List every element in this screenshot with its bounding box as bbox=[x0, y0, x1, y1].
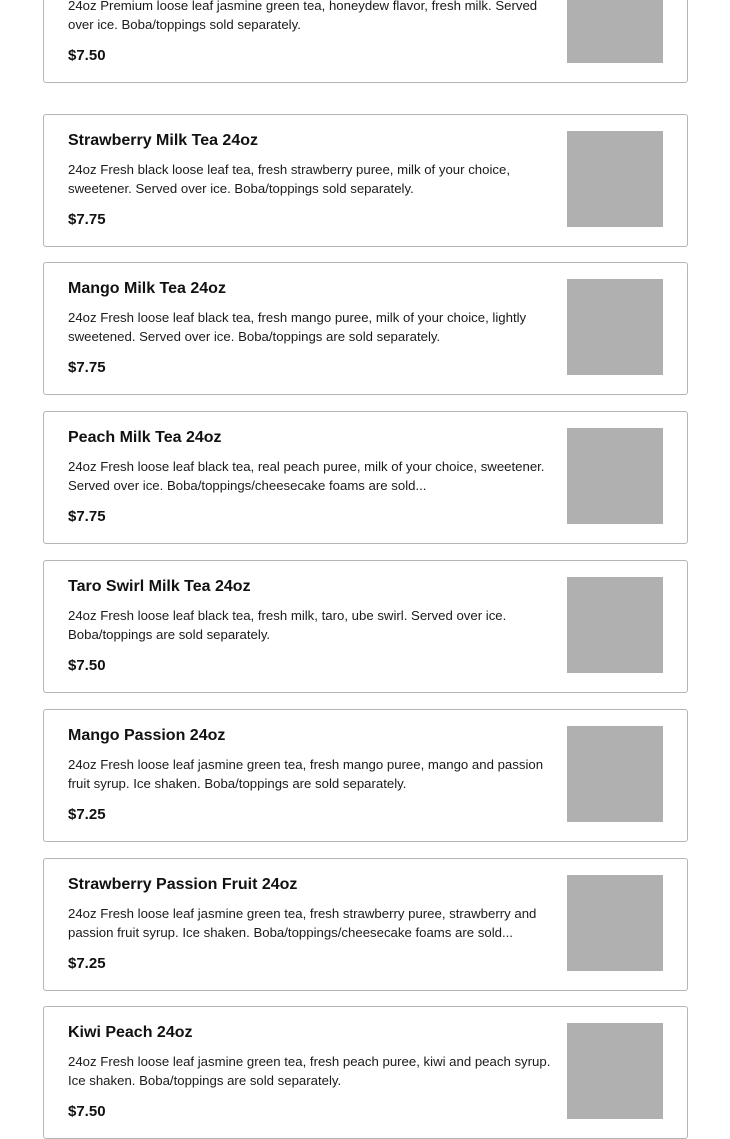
menu-item-description: 24oz Fresh loose leaf jasmine green tea, fresh mango puree, mango and passion fruit syrup. Ice shaken. Boba/toppings are sold separately. bbox=[68, 757, 544, 791]
menu-item-name: Strawberry Passion Fruit 24oz bbox=[68, 876, 298, 893]
menu-item-image-placeholder bbox=[567, 1023, 663, 1119]
menu-item-image-placeholder bbox=[567, 875, 663, 971]
menu-item-text bbox=[68, 726, 554, 825]
menu-item-text bbox=[68, 428, 554, 527]
menu-item-price: $7.75 bbox=[68, 508, 106, 525]
menu-item-name: Taro Swirl Milk Tea 24oz bbox=[68, 578, 251, 595]
menu-item-card[interactable] bbox=[43, 1006, 688, 1139]
menu-item-price: $7.50 bbox=[68, 47, 106, 64]
menu-item-card[interactable] bbox=[43, 0, 688, 83]
menu-item-price: $7.25 bbox=[68, 806, 106, 823]
menu-item-card[interactable] bbox=[43, 560, 688, 693]
menu-item-description: 24oz Fresh black loose leaf tea, fresh strawberry puree, milk of your choice, sweetener. Served over ice. Boba/toppings sold separately. bbox=[68, 162, 510, 196]
menu-item-card[interactable] bbox=[43, 709, 688, 842]
menu-item-text bbox=[68, 131, 554, 230]
menu-item-description: 24oz Fresh loose leaf jasmine green tea, fresh peach puree, kiwi and peach syrup. Ice shaken. Boba/toppings are sold separately. bbox=[68, 1054, 551, 1088]
menu-item-price: $7.75 bbox=[68, 211, 106, 228]
menu-item-text bbox=[68, 0, 554, 66]
menu-item-text bbox=[68, 875, 554, 974]
menu-item-name: Strawberry Milk Tea 24oz bbox=[68, 132, 258, 149]
menu-item-name: Peach Milk Tea 24oz bbox=[68, 429, 222, 446]
menu-item-description: 24oz Fresh loose leaf black tea, fresh mango puree, milk of your choice, lightly sweetened. Served over ice. Boba/toppings are sold separately. bbox=[68, 310, 527, 344]
menu-item-price: $7.50 bbox=[68, 1103, 106, 1120]
menu-item-card[interactable] bbox=[43, 411, 688, 544]
menu-item-price: $7.25 bbox=[68, 955, 106, 972]
menu-item-name: Mango Passion 24oz bbox=[68, 727, 226, 744]
menu-item-name: Kiwi Peach 24oz bbox=[68, 1024, 193, 1041]
menu-item-price: $7.75 bbox=[68, 359, 106, 376]
menu-item-card[interactable] bbox=[43, 262, 688, 395]
menu-item-image-placeholder bbox=[567, 428, 663, 524]
menu-item-card[interactable] bbox=[43, 858, 688, 991]
menu-item-description: 24oz Fresh loose leaf black tea, real peach puree, milk of your choice, sweetener. Served over ice. Boba/toppings/cheesecake foams are sold... bbox=[68, 459, 545, 493]
menu-item-image-placeholder bbox=[567, 577, 663, 673]
menu-item-image-placeholder bbox=[567, 131, 663, 227]
menu-item-text bbox=[68, 577, 554, 676]
menu-item-name: Mango Milk Tea 24oz bbox=[68, 280, 226, 297]
menu-item-image-placeholder bbox=[567, 0, 663, 63]
menu-item-image-placeholder bbox=[567, 279, 663, 375]
menu-item-text bbox=[68, 1023, 554, 1122]
menu-item-card[interactable] bbox=[43, 114, 688, 247]
menu-item-text bbox=[68, 279, 554, 378]
menu-item-description: 24oz Fresh loose leaf jasmine green tea, fresh strawberry puree, strawberry and passion fruit syrup. Ice shaken. Boba/toppings/cheesecake foams are sold... bbox=[68, 906, 537, 940]
menu-item-description: 24oz Fresh loose leaf black tea, fresh milk, taro, ube swirl. Served over ice. Boba/toppings are sold separately. bbox=[68, 608, 507, 642]
menu-item-price: $7.50 bbox=[68, 657, 106, 674]
menu-item-image-placeholder bbox=[567, 726, 663, 822]
menu-item-description: 24oz Premium loose leaf jasmine green tea, honeydew flavor, fresh milk. Served over ice. Boba/toppings sold separately. bbox=[68, 0, 538, 32]
